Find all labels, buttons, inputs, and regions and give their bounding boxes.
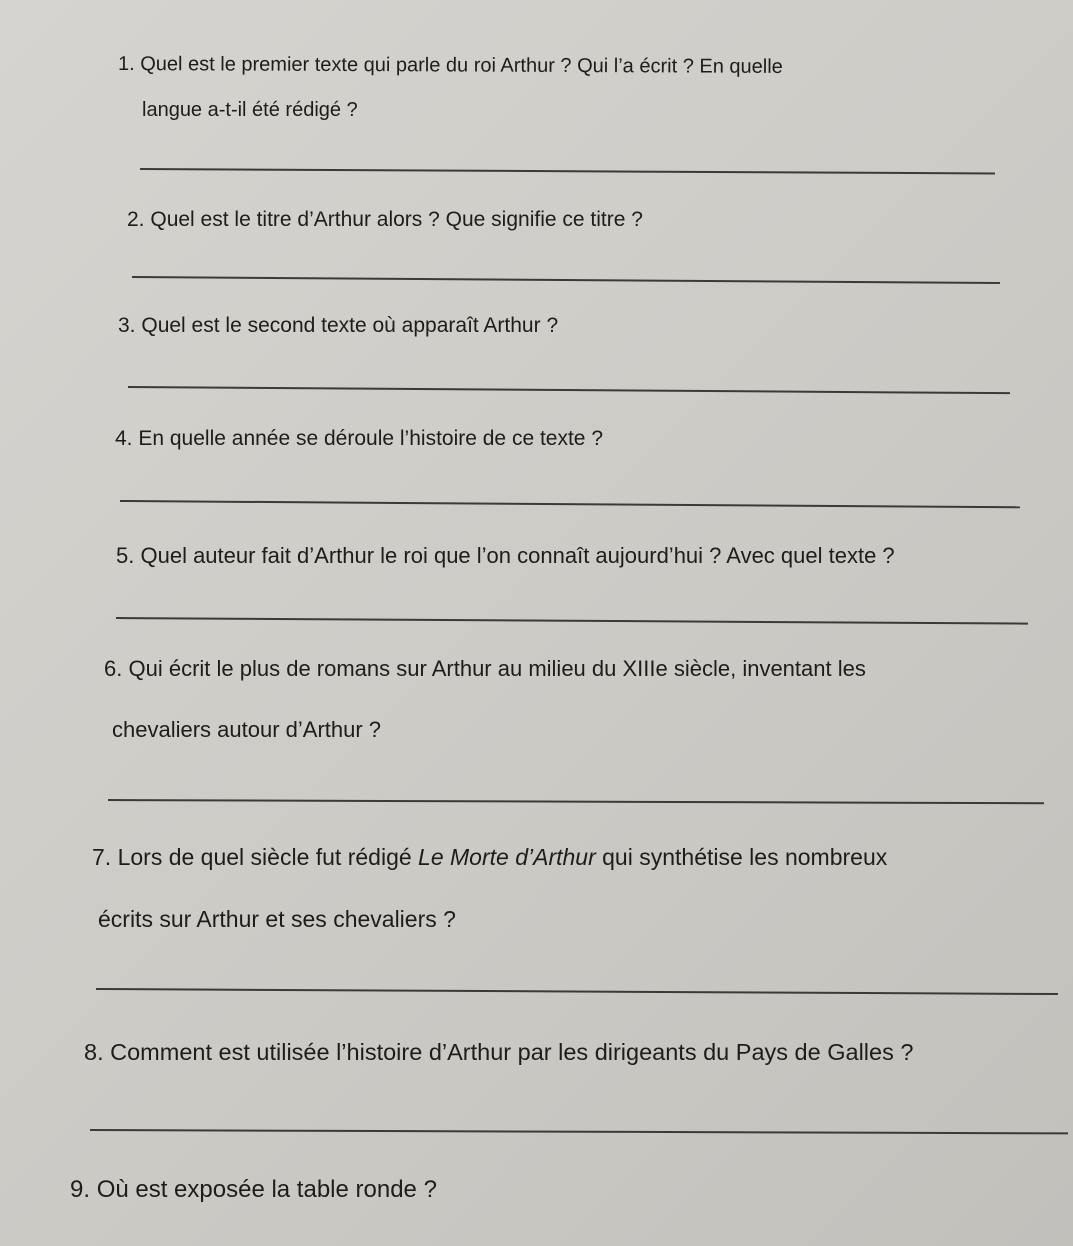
question-1-number: 1. bbox=[117, 53, 135, 76]
question-7-text-before: Lors de quel siècle fut rédigé bbox=[117, 844, 419, 870]
question-6-text: Qui écrit le plus de romans sur Arthur au milieu du XIIIe siècle, inventant les bbox=[128, 656, 866, 681]
answer-line-8[interactable] bbox=[90, 1129, 1068, 1134]
question-2-line-1 bbox=[127, 206, 643, 234]
question-7-line-2: écrits sur Arthur et ses chevaliers ? bbox=[98, 906, 456, 932]
question-7-line-1 bbox=[92, 843, 887, 871]
question-1-line-2: langue a-t-il été rédigé ? bbox=[142, 99, 358, 121]
question-5-text: Quel auteur fait d’Arthur le roi que l’on connaît aujourd’hui ? Avec quel texte ? bbox=[140, 543, 895, 568]
question-8-text: Comment est utilisée l’histoire d’Arthur par les dirigeants du Pays de Galles ? bbox=[110, 1039, 914, 1065]
question-2-text: Quel est le titre d’Arthur alors ? Que signifie ce titre ? bbox=[150, 208, 643, 231]
question-2-number: 2. bbox=[127, 208, 145, 231]
question-1-text: Quel est le premier texte qui parle du roi Arthur ? Qui l’a écrit ? En quelle bbox=[140, 53, 783, 78]
question-7-number: 7. bbox=[92, 844, 112, 870]
question-8-number: 8. bbox=[84, 1039, 104, 1065]
answer-line-6[interactable] bbox=[108, 799, 1044, 804]
book-title: Le Morte d’Arthur bbox=[418, 844, 596, 870]
question-5-number: 5. bbox=[116, 543, 135, 568]
question-4-line-1 bbox=[115, 425, 603, 453]
answer-line-7[interactable] bbox=[96, 988, 1058, 995]
question-4-number: 4. bbox=[115, 427, 133, 450]
question-9-line-1 bbox=[70, 1176, 437, 1204]
question-9-number: 9. bbox=[70, 1176, 91, 1203]
question-6-line-1 bbox=[104, 655, 866, 683]
question-3-text: Quel est le second texte où apparaît Arthur ? bbox=[141, 314, 559, 337]
question-4-text: En quelle année se déroule l’histoire de ce texte ? bbox=[138, 427, 604, 450]
question-7-text-after: qui synthétise les nombreux bbox=[595, 844, 888, 870]
question-9-text: Où est exposée la table ronde ? bbox=[96, 1176, 437, 1203]
answer-line-2[interactable] bbox=[132, 276, 1000, 284]
question-3-number: 3. bbox=[118, 314, 136, 337]
question-6-number: 6. bbox=[104, 656, 123, 681]
question-5-line-1 bbox=[116, 542, 895, 570]
answer-line-4[interactable] bbox=[120, 500, 1020, 508]
question-1-line-1 bbox=[118, 50, 783, 81]
answer-line-3[interactable] bbox=[128, 386, 1010, 394]
answer-line-1[interactable] bbox=[140, 168, 995, 174]
answer-line-5[interactable] bbox=[116, 617, 1028, 625]
question-8-line-1 bbox=[84, 1038, 913, 1066]
question-6-line-2: chevaliers autour d’Arthur ? bbox=[112, 717, 382, 742]
question-3-line-1 bbox=[118, 312, 558, 340]
